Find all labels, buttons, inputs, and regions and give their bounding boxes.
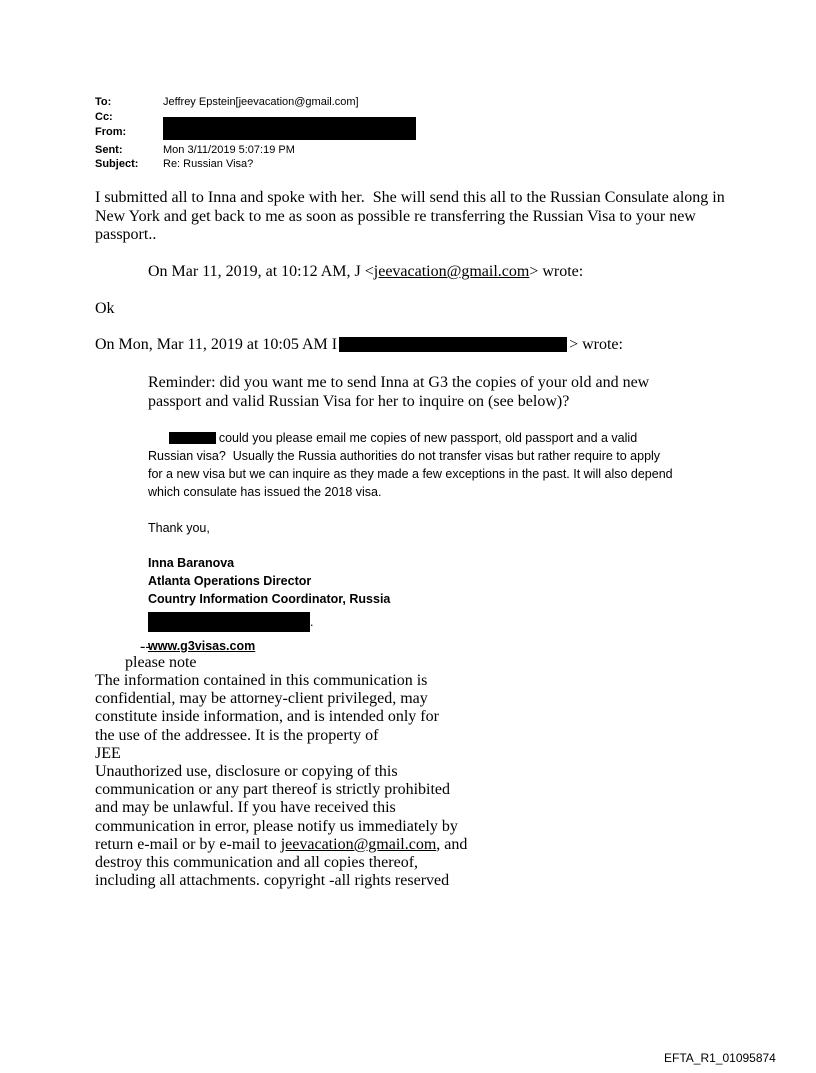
header-row-subject <box>95 158 253 171</box>
sent-value: Mon 3/11/2019 5:07:19 PM <box>163 144 295 156</box>
quote2-attribution <box>95 336 623 355</box>
sent-label: Sent: <box>95 144 123 156</box>
signature-title-1: Atlanta Operations Director <box>148 574 312 588</box>
disclaimer-line: communication or any part thereof is strictly prohibited <box>95 781 451 799</box>
header-row-from <box>95 126 163 139</box>
signature-name: Inna Baranova <box>148 556 235 570</box>
disclaimer-line: the use of the addressee. It is the property of <box>95 726 379 744</box>
signature-phone-suffix: . <box>310 615 314 629</box>
disclaimer-lines-before <box>95 672 467 836</box>
to-label: To: <box>95 96 112 108</box>
disclaimer-line: destroy this communication and all copies thereof, <box>95 854 419 872</box>
signature-title-2: Country Information Coordinator, Russia <box>148 592 391 606</box>
bates-number: EFTA_R1_01095874 <box>664 1051 776 1065</box>
cc-label: Cc: <box>95 111 113 123</box>
from-label: From: <box>95 126 127 138</box>
disclaimer-link-text-after: , and <box>436 835 468 853</box>
signature-block <box>148 554 678 655</box>
quote1-attribution <box>148 263 583 282</box>
disclaimer-line: including all attachments. copyright -all rights reserved <box>95 872 450 890</box>
disclaimer-block <box>95 672 467 890</box>
email-link[interactable]: jeevacation@gmail.com <box>373 263 530 280</box>
disclaimer-line: communication in error, please notify us immediately by <box>95 817 458 835</box>
disclaimer-email-link[interactable]: jeevacation@gmail.com <box>280 835 437 853</box>
header-row-cc <box>95 111 163 124</box>
reply-ok-text: Ok <box>95 300 115 317</box>
subject-value: Re: Russian Visa? <box>163 158 254 170</box>
subject-label: Subject: <box>95 158 139 170</box>
signature-phone-row <box>148 612 678 632</box>
inquiry-paragraph <box>148 411 678 519</box>
thank-you-text: Thank you, <box>148 521 210 535</box>
redaction-bar-phone <box>148 612 310 632</box>
body-intro-paragraph: I submitted all to Inna and spoke with her. She will send this all to the Russian Consulate along in New York and get back to me as soon as possible re transferring the Russian Visa to your new passport.. <box>95 189 729 243</box>
redaction-bar-recipient-name <box>169 432 216 444</box>
quote1-attr-text-after: > wrote: <box>529 263 584 280</box>
signature-divider: -- <box>140 638 151 655</box>
disclaimer-line: and may be unlawful. If you have received this <box>95 799 396 817</box>
quote1-attr-text-before: On Mar 11, 2019, at 10:12 AM, J < <box>148 263 374 280</box>
disclaimer-line: Unauthorized use, disclosure or copying of this <box>95 763 398 781</box>
disclaimer-line: constitute inside information, and is intended only for <box>95 708 439 726</box>
please-note-text: please note <box>125 654 197 671</box>
disclaimer-line: The information contained in this communication is <box>95 672 428 689</box>
header-row-sent <box>95 144 295 157</box>
disclaimer-line: confidential, may be attorney-client privileged, may <box>95 690 428 708</box>
redaction-bar-from-value <box>163 117 416 140</box>
disclaimer-line-with-link <box>95 836 467 854</box>
disclaimer-link-text-before: return e-mail or by e-mail to <box>95 835 281 853</box>
website-link[interactable]: www.g3visas.com <box>148 639 256 653</box>
reminder-paragraph: Reminder: did you want me to send Inna at G3 the copies of your old and new passport and valid Russian Visa for her to inquire on (see below)? <box>148 374 650 410</box>
quote2-attr-text-before: On Mon, Mar 11, 2019 at 10:05 AM I <box>95 336 338 353</box>
to-value: Jeffrey Epstein[jeevacation@gmail.com] <box>163 96 359 108</box>
quoted-message-block <box>148 374 678 655</box>
header-row-to <box>95 96 359 109</box>
redaction-bar-sender-email <box>339 337 567 352</box>
disclaimer-lines-after <box>95 854 467 890</box>
quote2-attr-text-after: > wrote: <box>569 336 623 353</box>
disclaimer-line: JEE <box>95 744 121 762</box>
inquiry-paragraph-text: could you please email me copies of new passport, old passport and a valid Russian visa? Usually the Russia authorities do not transfer visas but rather require to apply for a new visa but we can inquire as they made a few exceptions in the past. It will also depend which consulate has issued the 2018 visa. <box>148 431 677 499</box>
